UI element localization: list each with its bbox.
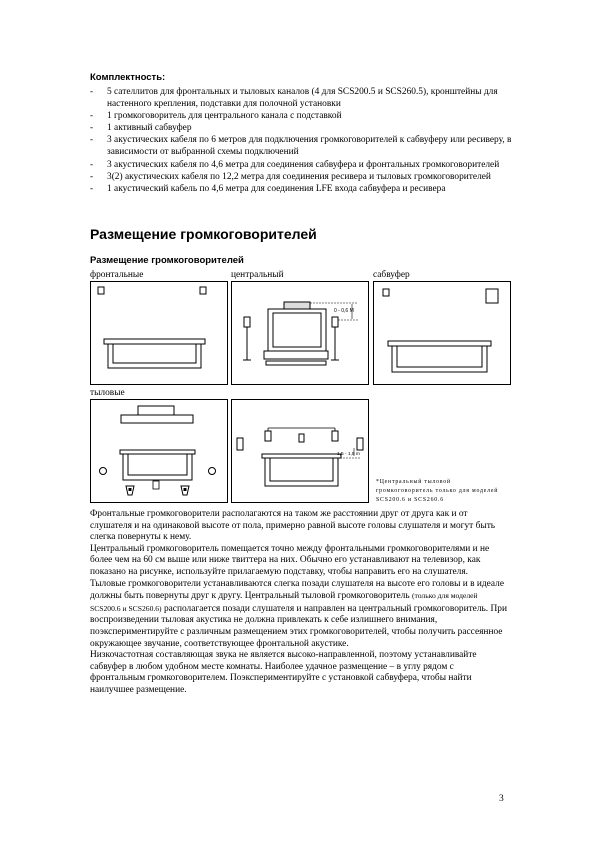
paragraph-front: Фронтальные громкоговорители располагаются на таком же расстоянии друг от друга как и от слушателя и на одинаковой высоте от пола, примерно равной высоте головы слушателя и могут быть слегка повернуты к нему. — [90, 509, 496, 543]
center-label: центральный — [231, 270, 284, 280]
list-item: - 1 громкоговоритель для центрального канала с подставкой — [90, 110, 520, 122]
subwoofer-diagram — [373, 281, 511, 385]
section-title: Размещение громкоговорителей — [90, 226, 317, 242]
paragraph-rear-part2: располагается позади слушателя и направлен на центральный громкоговоритель. При воспроизведении тыловая акустика не должна привлекать к себе излишнего внимания, поэкспериментируйте с различным размещением этих громкоговорителей, чтобы получить рассеянное окружающее звучание, соответствующее фронтальной акустике. — [90, 603, 507, 649]
list-item: - 5 сателлитов для фронтальных и тыловых каналов (4 для SCS200.5 и SCS260.5), кронштейны для настенного крепления, подставки для полочной установки — [90, 86, 520, 110]
list-item: - 1 активный сабвуфер — [90, 122, 520, 134]
paragraph-rear-part1: Тыловые громкоговорители устанавливаются слегка позади слушателя на высоте его головы и в идеале должны быть повернуты друг к другу. Центральный тыловой громкоговоритель — [90, 578, 504, 602]
paragraph-subwoofer: Низкочастотная составляющая звука не является высоко-направленной, поэтому устанавливайте сабвуфер в любом удобном месте комнаты. Наиболее удачное размещение – в углу рядом с фронтальным громкоговорителем. Поэкспериментируйте с установкой сабвуфера, чтобы найти наилучшее размещение. — [90, 650, 477, 695]
rear-distance-dimension: 1,5 - 1,8 m — [337, 452, 360, 457]
list-item: - 3(2) акустических кабеля по 12,2 метра для соединения ресивера и тыловых громкоговорителей — [90, 171, 520, 183]
center-height-dimension: 0 - 0,6 M — [334, 308, 354, 314]
center-speaker-drawing — [232, 282, 368, 384]
kit-list — [90, 86, 520, 195]
rear-label: тыловые — [90, 388, 125, 398]
rear-center-note: *Центральный тыловой громкоговоритель только для моделей SCS200.6 и SCS260.6 — [376, 479, 499, 503]
subwoofer-drawing — [374, 282, 510, 384]
kit-title: Комплектность: — [90, 72, 166, 83]
page-number: 3 — [499, 794, 504, 804]
paragraph-rear — [90, 579, 508, 651]
list-item: - 3 акустических кабеля по 4,6 метра для соединения сабвуфера и фронтальных громкоговорителей — [90, 159, 520, 171]
paragraph-center: Центральный громкоговоритель помещается точно между фронтальными громкоговорителями и не более чем на 60 см выше или ниже твиттера на них. Обычно его устанавливают на телевизор, как показано на рисунке, используйте прилагаемую подставку, чтобы направить его на слушателя. — [90, 543, 490, 577]
front-speakers-diagram — [90, 281, 228, 385]
rear-speakers-topview-drawing — [232, 400, 368, 502]
subsection-title: Размещение громкоговорителей — [90, 255, 244, 266]
paragraph-rear-models-note: (только для моделей SCS200.6 и SCS260.6) — [90, 591, 478, 613]
list-item: - 3 акустических кабеля по 6 метров для подключения громкоговорителей к сабвуферу или ресиверу, в зависимости от выбранной схемы подключений — [90, 134, 520, 158]
center-speaker-diagram — [231, 281, 369, 385]
rear-speakers-drawing — [91, 400, 227, 502]
placement-description — [90, 509, 508, 697]
rear-speakers-topview-diagram — [231, 399, 369, 503]
rear-speakers-diagram — [90, 399, 228, 503]
subwoofer-label: сабвуфер — [373, 270, 410, 280]
front-label: фронтальные — [90, 270, 144, 280]
list-item: - 1 акустический кабель по 4,6 метра для соединения LFE входа сабвуфера и ресивера — [90, 183, 520, 195]
front-speakers-drawing — [91, 282, 227, 384]
